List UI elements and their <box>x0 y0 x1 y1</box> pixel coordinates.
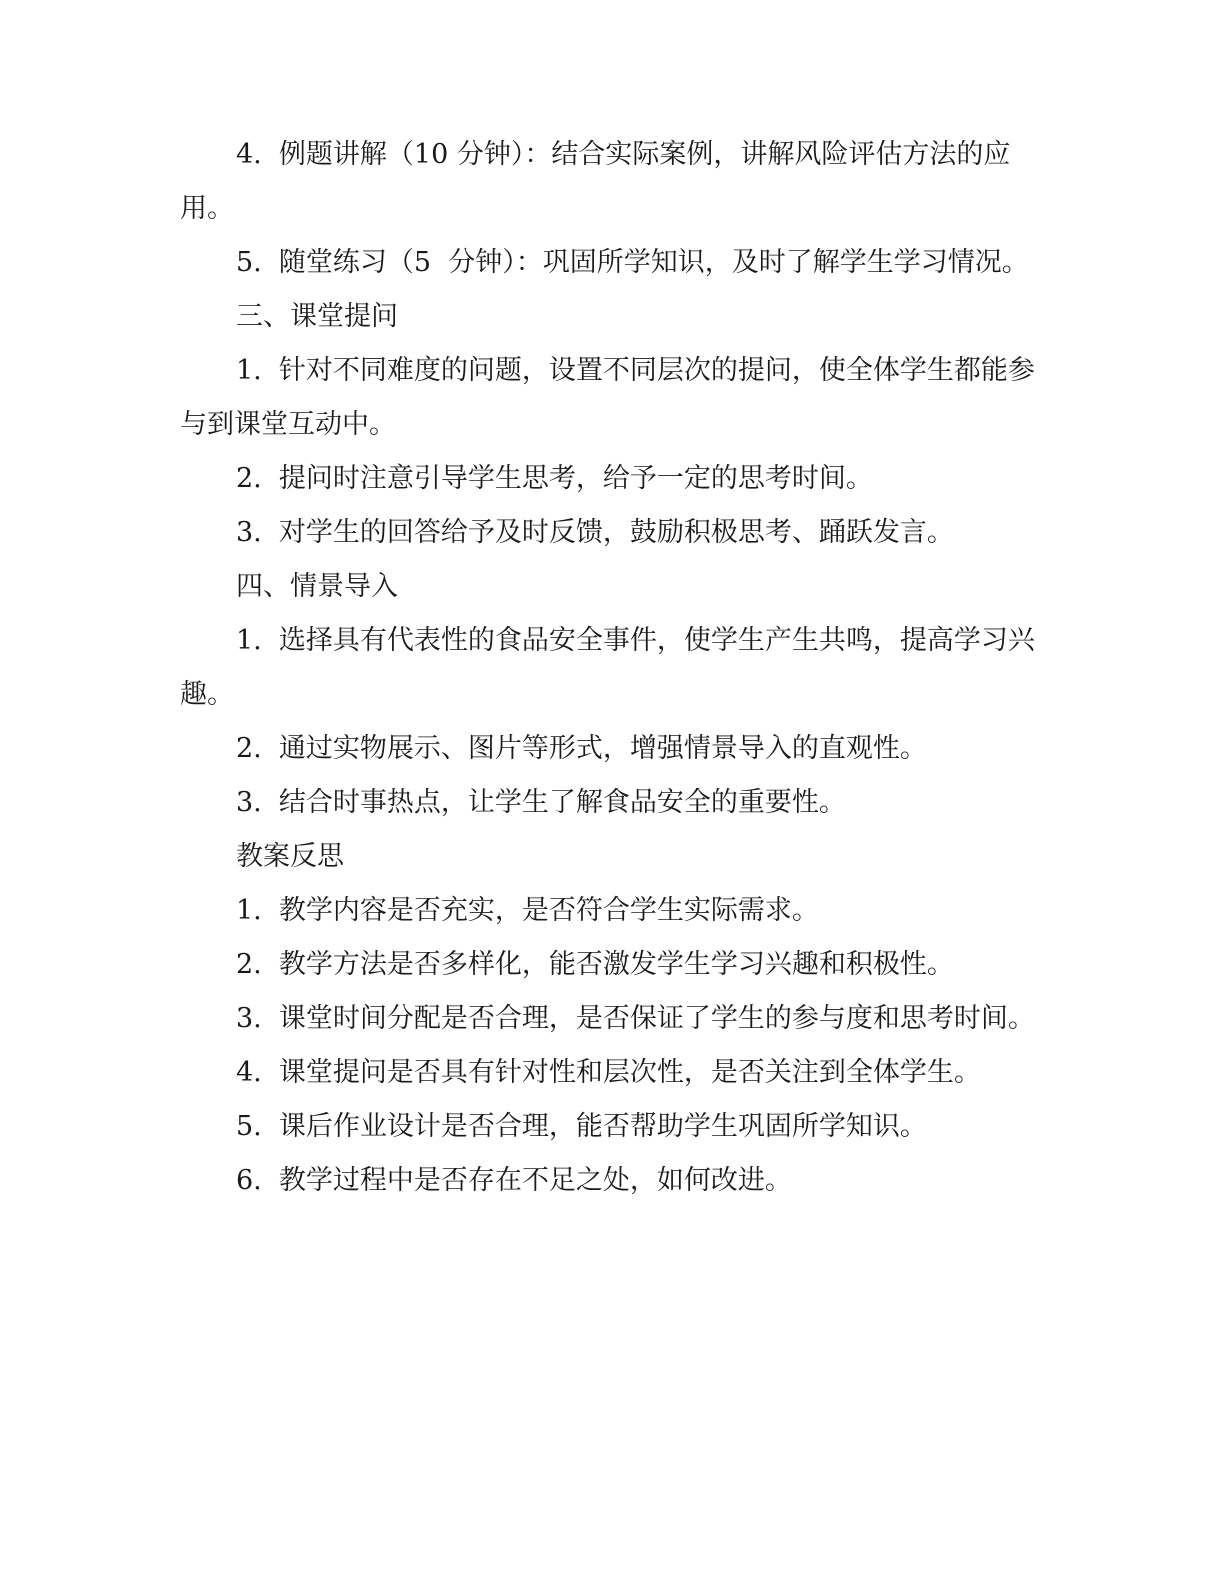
paragraph-representative-events: 1. 选择具有代表性的食品安全事件，使学生产生共鸣，提高学习兴趣。 <box>180 625 1035 710</box>
paragraph-reflection-methods: 2. 教学方法是否多样化，能否激发学生学习兴趣和积极性。 <box>236 949 954 980</box>
section-heading-lesson-reflection: 教案反思 <box>236 841 344 872</box>
paragraph-guide-thinking: 2. 提问时注意引导学生思考，给予一定的思考时间。 <box>236 463 873 494</box>
section-heading-classroom-questions: 三、课堂提问 <box>236 301 398 332</box>
document-body <box>180 128 1060 1208</box>
paragraph-reflection-content: 1. 教学内容是否充实，是否符合学生实际需求。 <box>236 895 819 926</box>
paragraph-reflection-questions: 4. 课堂提问是否具有针对性和层次性，是否关注到全体学生。 <box>236 1057 981 1088</box>
paragraph-reflection-improvement: 6. 教学过程中是否存在不足之处，如何改进。 <box>236 1165 792 1196</box>
paragraph-physical-display: 2. 通过实物展示、图片等形式，增强情景导入的直观性。 <box>236 733 927 764</box>
paragraph-question-levels: 1. 针对不同难度的问题，设置不同层次的提问，使全体学生都能参与到课堂互动中。 <box>180 355 1035 440</box>
paragraph-reflection-homework: 5. 课后作业设计是否合理，能否帮助学生巩固所学知识。 <box>236 1111 927 1142</box>
paragraph-timely-feedback: 3. 对学生的回答给予及时反馈，鼓励积极思考、踊跃发言。 <box>236 517 954 548</box>
paragraph-example-explanation: 4. 例题讲解（10 分钟）：结合实际案例，讲解风险评估方法的应用。 <box>180 139 1011 224</box>
paragraph-current-events: 3. 结合时事热点，让学生了解食品安全的重要性。 <box>236 787 846 818</box>
paragraph-in-class-practice: 5. 随堂练习（5 分钟）：巩固所学知识，及时了解学生学习情况。 <box>236 247 1029 278</box>
paragraph-reflection-time: 3. 课堂时间分配是否合理，是否保证了学生的参与度和思考时间。 <box>236 1003 1035 1034</box>
section-heading-scenario-intro: 四、情景导入 <box>236 571 398 602</box>
